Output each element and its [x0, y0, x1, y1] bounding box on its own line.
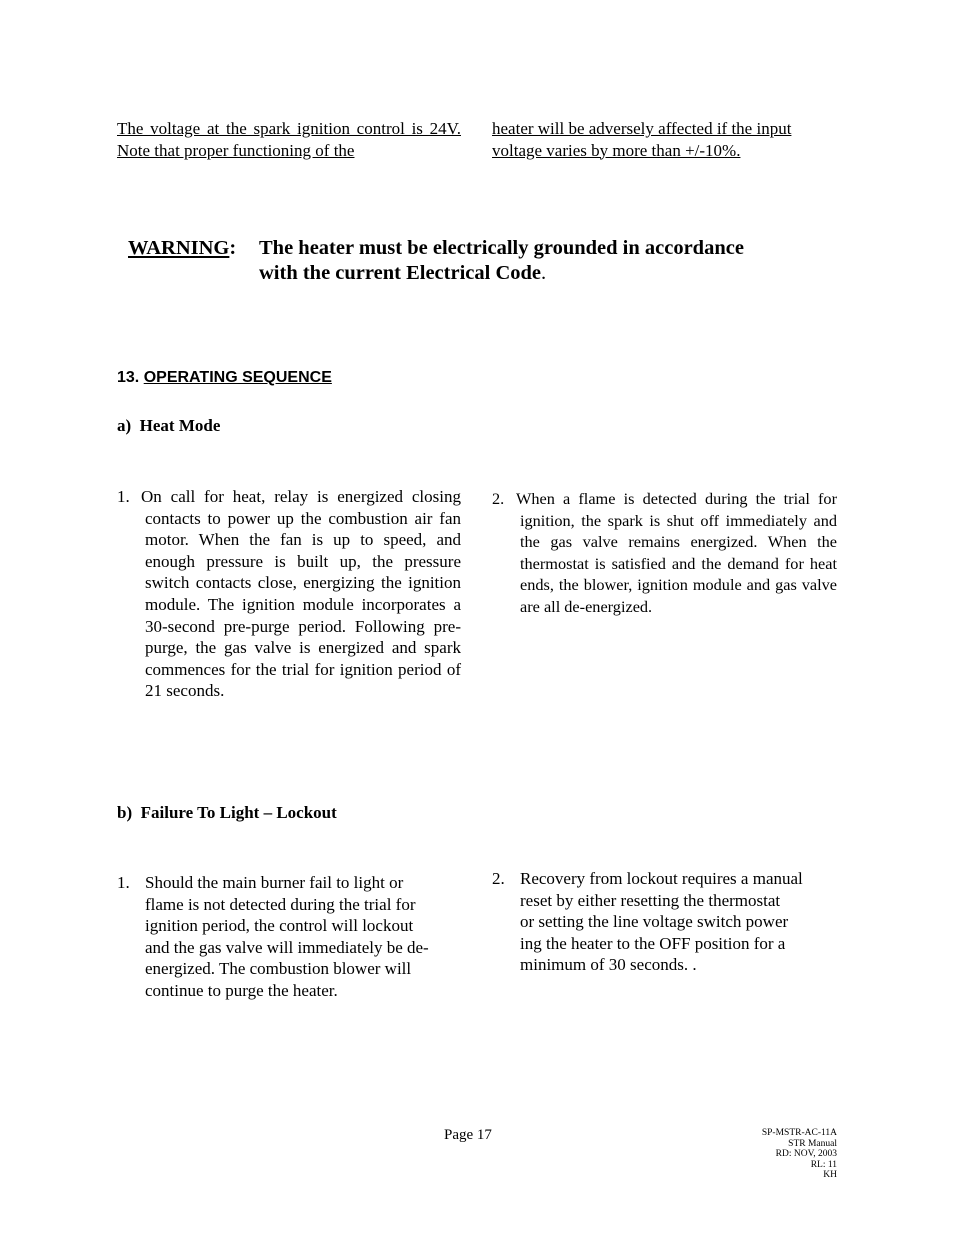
lockout-item-1-line: and the gas valve will immediately be de- [145, 937, 429, 957]
intro-right-line-1: heater will be adversely affected if the input [492, 119, 792, 138]
document-code: SP-MSTR-AC-11A [761, 1128, 837, 1138]
lockout-item-2-line: Recovery from lockout requires a manual [520, 869, 803, 888]
lockout-item-2-line: ing the heater to the OFF position for a [520, 933, 786, 953]
heat-mode-item-1 [117, 486, 461, 702]
heat-mode-item-1-text: On call for heat, relay is energized closing contacts to power up the combustion air fan motor. When the fan is up to speed, and enough pressure is built up, the pressure switch contacts close, energizing the ignition module. The ignition module incorporates a 30-second pre-purge period. Following pre-purge, the gas valve is energized and spark commences for the trial for ignition period of 21 seconds. [141, 487, 461, 701]
section-number: 13. [117, 369, 140, 386]
lockout-item-1-text [145, 872, 462, 1002]
warning-line-2 [259, 261, 899, 286]
warning-line-2-text: with the current Electrical Code [259, 262, 541, 284]
page-number: Page 17 [444, 1127, 492, 1143]
lockout-item-2-text [520, 868, 852, 976]
warning-colon: : [229, 237, 237, 259]
heat-mode-item-2-text: When a flame is detected during the trial for ignition, the spark is shut off immediately and the gas valve remains energized. When the thermostat is satisfied and the demand for heat ends, the blower, ignition module and gas valve are all de-energized. [516, 489, 837, 616]
warning-text [259, 236, 899, 286]
lockout-item-2-line: or setting the line voltage switch power [520, 912, 789, 932]
section-title: OPERATING SEQUENCE [143, 369, 332, 386]
document-revision-date: RD: NOV, 2003 [775, 1149, 837, 1159]
warning-period: . [541, 262, 547, 284]
document-manual: STR Manual [788, 1138, 837, 1149]
lockout-item-2-line: reset by either resetting the thermostat [520, 890, 781, 910]
warning-line-1: The heater must be electrically grounded in accordance [259, 237, 744, 259]
heat-mode-item-2 [492, 488, 837, 618]
lockout-item-1-line: energized. The combustion blower will [145, 959, 412, 979]
lockout-item-1-number: 1. [117, 873, 130, 892]
lockout-item-2 [492, 868, 852, 976]
lockout-item-1-line: continue to purge the heater. [145, 980, 338, 1000]
section-heading [117, 369, 332, 387]
heat-mode-item-1-number: 1. [117, 487, 130, 506]
lockout-item-1-line: ignition period, the control will lockout [145, 916, 414, 936]
lockout-item-2-number: 2. [492, 869, 505, 888]
intro-right-column [492, 118, 852, 161]
lockout-heading: b) Failure To Light – Lockout [117, 803, 337, 822]
heat-mode-heading: a) Heat Mode [117, 416, 221, 435]
document-author: KH [823, 1170, 837, 1180]
lockout-item-2-line: minimum of 30 seconds. . [520, 955, 697, 975]
intro-left-column: The voltage at the spark ignition control is 24V. Note that proper functioning of the [117, 119, 461, 160]
lockout-item-1 [117, 872, 462, 1002]
intro-right-line-2: voltage varies by more than +/-10%. [492, 140, 741, 160]
document-info [762, 1128, 837, 1181]
lockout-item-1-line: flame is not detected during the trial for [145, 894, 416, 914]
lockout-item-1-line: Should the main burner fail to light or [145, 873, 404, 892]
warning-label: WARNING [128, 237, 230, 259]
document-revision-level: RL: 11 [810, 1159, 837, 1170]
heat-mode-item-2-number: 2. [492, 489, 505, 508]
